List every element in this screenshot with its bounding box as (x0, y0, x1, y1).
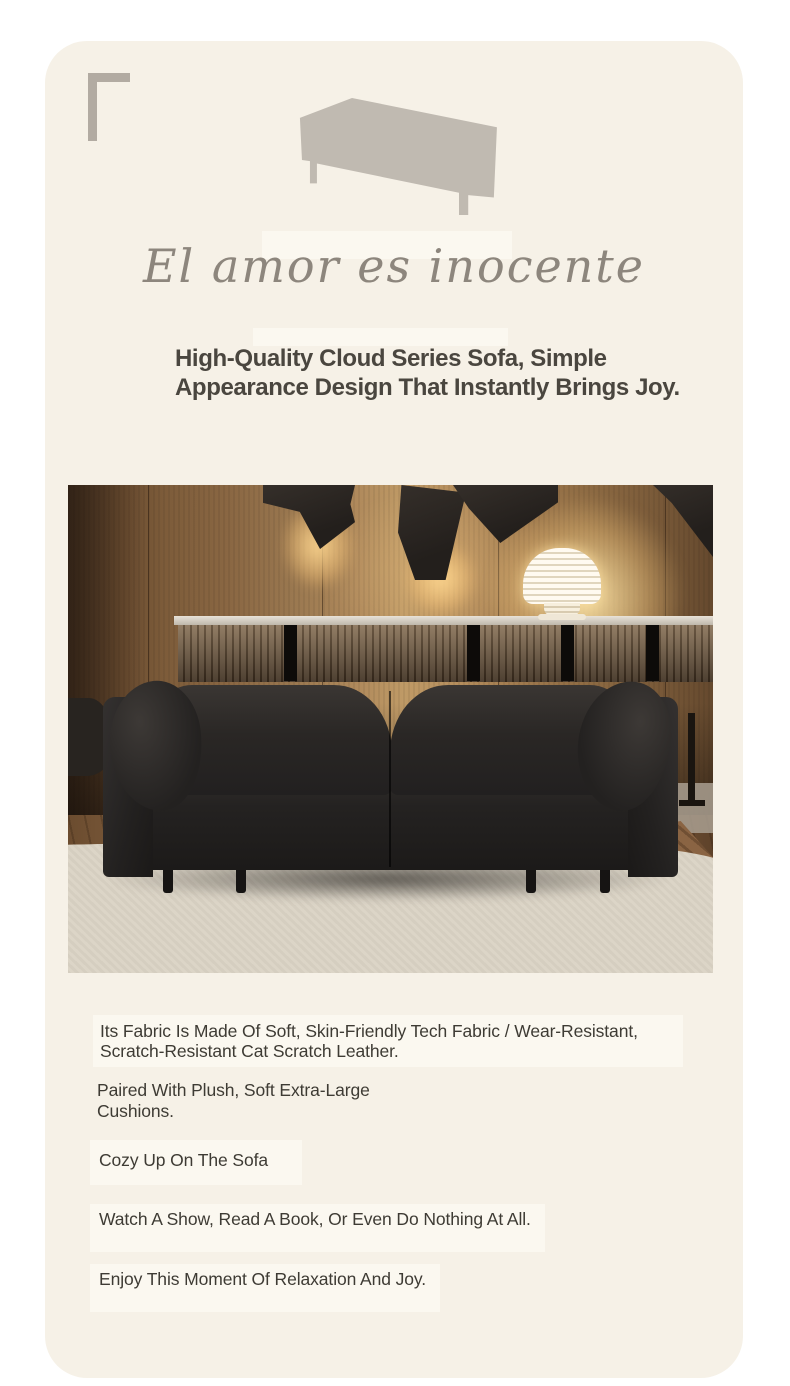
wall-art-shape (638, 485, 713, 557)
feature-text-cozy (99, 1150, 268, 1170)
sofa-leg (236, 870, 246, 893)
headline-line-2: Appearance Design That Instantly Brings Joy. (175, 374, 680, 401)
wall-art-shape (398, 485, 466, 580)
sofa-center-seam (389, 691, 391, 867)
headline (175, 344, 715, 402)
feature-text-fabric (100, 1021, 638, 1061)
script-tagline: El amor es inocente (142, 239, 646, 293)
sofa-leg (526, 870, 536, 893)
corner-bracket-icon (88, 73, 130, 141)
sideboard-slatted-front (178, 625, 713, 682)
sofa-leg (163, 870, 173, 893)
product-photo (68, 485, 713, 973)
feature-line: Its Fabric Is Made Of Soft, Skin-Friendly Tech Fabric / Wear-Resistant, (100, 1021, 638, 1041)
sideboard-gap (467, 625, 480, 681)
sideboard-foot (679, 800, 705, 806)
corner-bracket-vertical (88, 73, 97, 141)
feature-line: Scratch-Resistant Cat Scratch Leather. (100, 1041, 399, 1061)
feature-line: Cushions. (97, 1101, 174, 1121)
headline-line-1: High-Quality Cloud Series Sofa, Simple (175, 345, 607, 372)
feature-line: Cozy Up On The Sofa (99, 1150, 268, 1170)
feature-text-cushions (97, 1080, 370, 1122)
sideboard-gap (561, 625, 574, 681)
feature-line: Enjoy This Moment Of Relaxation And Joy. (99, 1269, 427, 1289)
sideboard-leg (688, 713, 695, 805)
sideboard-gap (646, 625, 659, 681)
light-glow (406, 543, 476, 615)
light-glow (283, 503, 353, 588)
sofa-silhouette-icon (295, 98, 500, 215)
table-lamp-base (538, 614, 586, 620)
wall-art-shape (453, 485, 558, 543)
feature-text-watch (99, 1209, 531, 1229)
feature-line: Watch A Show, Read A Book, Or Even Do Nothing At All. (99, 1209, 531, 1229)
content-card (45, 41, 743, 1378)
sideboard-top (174, 616, 713, 625)
wall-art-shape (263, 485, 355, 549)
feature-line: Paired With Plush, Soft Extra-Large (97, 1080, 370, 1100)
sofa-leg (600, 870, 610, 893)
sideboard-gap (284, 625, 297, 681)
feature-text-enjoy (99, 1269, 426, 1289)
